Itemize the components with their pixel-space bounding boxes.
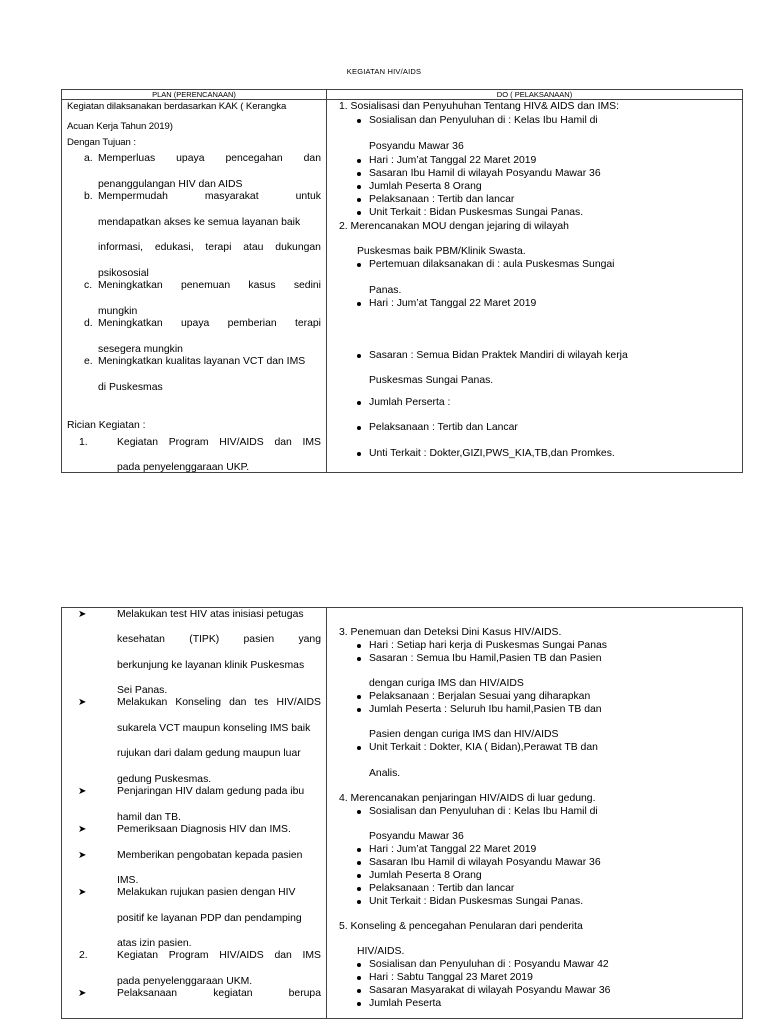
do-item: Jumlah Peserta : Seluruh Ibu hamil,Pasien TB dan [369, 704, 602, 715]
plan-do-table-1 [61, 89, 743, 473]
do-item: Sosialisan dan Penyuluhan di : Posyandu Mawar 42 [369, 959, 609, 970]
do-section-2-title: 2. Merencanakan MOU dengan jejaring di wilayah [339, 221, 569, 232]
bullet-icon [357, 302, 361, 306]
do-item: Pelaksanaan : Tertib dan lancar [369, 883, 515, 894]
bullet-icon [357, 401, 361, 405]
plan-intro-line-2: Acuan Kerja Tahun 2019) [67, 121, 173, 132]
header-plan: PLAN (PERENCANAAN) [62, 90, 327, 100]
do-item: Unti Terkait : Dokter,GIZI,PWS_KIA,TB,dan Promkes. [369, 448, 615, 459]
do-item: Sasaran Ibu Hamil di wilayah Posyandu Mawar 36 [369, 857, 601, 868]
do-item-continuation: Panas. [369, 285, 402, 296]
activity-line: gedung Puskesmas. [117, 774, 212, 785]
do-item: Pelaksanaan : Tertib dan Lancar [369, 422, 518, 433]
activity-line: Pemeriksaan Diagnosis HIV dan IMS. [117, 824, 291, 835]
activity-line: hamil dan TB. [117, 812, 181, 823]
arrowhead-bullet-icon: ➤ [78, 887, 87, 898]
goal-marker: c. [84, 280, 93, 291]
bullet-icon [357, 848, 361, 852]
do-item: Sosialisan dan Penyuluhan di : Kelas Ibu Hamil di [369, 115, 598, 126]
do-item: Hari : Jum’at Tanggal 22 Maret 2019 [369, 155, 537, 166]
goal-c-line-2: mungkin [98, 306, 138, 317]
arrowhead-bullet-icon: ➤ [78, 609, 87, 620]
do-item: Jumlah Peserta 8 Orang [369, 181, 482, 192]
activity-line: atas izin pasien. [117, 938, 192, 949]
plan-intro-line-1: Kegiatan dilaksanakan berdasarkan KAK ( Kerangka [67, 101, 287, 112]
do-item: Hari : Sabtu Tanggal 23 Maret 2019 [369, 972, 533, 983]
do-section-2-title-continuation: Puskesmas baik PBM/Klinik Swasta. [357, 246, 526, 257]
arrowhead-bullet-icon: ➤ [78, 988, 87, 999]
bullet-icon [357, 708, 361, 712]
arrowhead-bullet-icon: ➤ [78, 850, 87, 861]
do-item: Jumlah Perserta : [369, 397, 451, 408]
bullet-icon [357, 976, 361, 980]
do-item: Sasaran : Semua Bidan Praktek Mandiri di wilayah kerja [369, 350, 628, 361]
goal-b-line-4: psikososial [98, 268, 149, 279]
do-item: Sasaran : Semua Ibu Hamil,Pasien TB dan Pasien [369, 653, 602, 664]
goal-c-line-1: Meningkatkan penemuan kasus sedini [98, 280, 321, 291]
activity-line: IMS. [117, 875, 139, 886]
bullet-icon [357, 887, 361, 891]
rician-2-line-1: Kegiatan Program HIV/AIDS dan IMS [117, 950, 321, 961]
goal-b-line-2: mendapatkan akses ke semua layanan baik [98, 217, 301, 228]
rician-1-line-1: Kegiatan Program HIV/AIDS dan IMS [117, 437, 321, 448]
activity-line: Melakukan Konseling dan tes HIV/AIDS [117, 697, 321, 708]
goal-marker: a. [84, 153, 93, 164]
activity-line: Memberikan pengobatan kepada pasien [117, 850, 303, 861]
goal-e-line-2: di Puskesmas [98, 382, 163, 393]
arrowhead-bullet-icon: ➤ [78, 786, 87, 797]
do-section-5-title-continuation: HIV/AIDS. [357, 946, 405, 957]
do-item-continuation: Pasien dengan curiga IMS dan HIV/AIDS [369, 729, 559, 740]
activity-line: sukarela VCT maupun konseling IMS baik [117, 723, 311, 734]
do-item-continuation: Posyandu Mawar 36 [369, 831, 464, 842]
bullet-icon [357, 426, 361, 430]
goal-a-line-2: penanggulangan HIV dan AIDS [98, 179, 243, 190]
activity-line: rujukan dari dalam gedung maupun luar [117, 748, 301, 759]
do-item: Pelaksanaan : Tertib dan lancar [369, 194, 515, 205]
goal-a-line-1: Memperluas upaya pencegahan dan [98, 153, 321, 164]
do-item: Unit Terkait : Bidan Puskesmas Sungai Panas. [369, 896, 584, 907]
do-item: Sosialisan dan Penyuluhan di : Kelas Ibu Hamil di [369, 806, 598, 817]
activity-line: kesehatan (TIPK) pasien yang [117, 634, 321, 645]
bullet-icon [357, 861, 361, 865]
document-title: KEGIATAN HIV/AIDS [346, 67, 422, 76]
goal-marker: b. [84, 191, 93, 202]
do-item: Hari : Jum’at Tanggal 22 Maret 2019 [369, 844, 537, 855]
bullet-icon [357, 644, 361, 648]
activity-line: positif ke layanan PDP dan pendamping [117, 913, 302, 924]
activity-line: Melakukan test HIV atas inisiasi petugas [117, 609, 304, 620]
activity-line: Penjaringan HIV dalam gedung pada ibu [117, 786, 305, 797]
rician-2-line-2: pada penyelenggaraan UKM. [117, 976, 253, 987]
activity-line: berkunjung ke layanan klinik Puskesmas [117, 660, 305, 671]
do-item-continuation: Analis. [369, 768, 401, 779]
bullet-icon [357, 198, 361, 202]
bullet-icon [357, 452, 361, 456]
goal-marker: e. [84, 356, 93, 367]
header-do: DO ( PELAKSANAAN) [327, 90, 743, 100]
goal-b-line-1: Mempermudah masyarakat untuk [98, 191, 321, 202]
arrowhead-bullet-icon: ➤ [78, 824, 87, 835]
bullet-icon [357, 172, 361, 176]
goal-e-line-1: Meningkatkan kualitas layanan VCT dan IMS [98, 356, 306, 367]
do-item-continuation: dengan curiga IMS dan HIV/AIDS [369, 678, 524, 689]
bullet-icon [357, 263, 361, 267]
bullet-icon [357, 900, 361, 904]
goal-d-line-1: Meningkatkan upaya pemberian terapi [98, 318, 321, 329]
goal-heading: Dengan Tujuan : [67, 137, 136, 148]
do-section-3-title: 3. Penemuan dan Deteksi Dini Kasus HIV/AIDS. [339, 627, 562, 638]
do-item: Jumlah Peserta [369, 998, 442, 1009]
do-item: Unit Terkait : Bidan Puskesmas Sungai Panas. [369, 207, 584, 218]
goal-d-line-2: sesegera mungkin [98, 344, 183, 355]
goal-marker: d. [84, 318, 93, 329]
do-item: Sasaran Masyarakat di wilayah Posyandu Mawar 36 [369, 985, 611, 996]
do-item: Hari : Jum’at Tanggal 22 Maret 2019 [369, 298, 537, 309]
do-section-1-title: 1. Sosialisasi dan Penyuhuhan Tentang HIV& AIDS dan IMS: [339, 101, 619, 112]
do-item-continuation: Puskesmas Sungai Panas. [369, 375, 494, 386]
activity-line: Melakukan rujukan pasien dengan HIV [117, 887, 296, 898]
bullet-icon [357, 159, 361, 163]
activity-line: Pelaksanaan kegiatan berupa [117, 988, 321, 999]
do-item: Sasaran Ibu Hamil di wilayah Posyandu Mawar 36 [369, 168, 601, 179]
do-section-5-title: 5. Konseling & pencegahan Penularan dari penderita [339, 921, 583, 932]
do-item: Hari : Setiap hari kerja di Puskesmas Sungai Panas [369, 640, 607, 651]
do-item-continuation: Posyandu Mawar 36 [369, 141, 464, 152]
rician-heading: Rician Kegiatan : [67, 420, 146, 431]
bullet-icon [357, 211, 361, 215]
goal-b-line-3: informasi, edukasi, terapi atau dukungan [98, 242, 321, 253]
bullet-icon [357, 989, 361, 993]
bullet-icon [357, 1002, 361, 1006]
bullet-icon [357, 746, 361, 750]
bullet-icon [357, 354, 361, 358]
bullet-icon [357, 185, 361, 189]
rician-number: 2. [79, 950, 88, 961]
rician-1-line-2: pada penyelenggaraan UKP. [117, 462, 250, 473]
do-item: Pertemuan dilaksanakan di : aula Puskesmas Sungai [369, 259, 615, 270]
plan-do-table-2 [61, 607, 743, 1019]
activity-line: Sei Panas. [117, 685, 168, 696]
bullet-icon [357, 119, 361, 123]
do-item: Pelaksanaan : Berjalan Sesuai yang diharapkan [369, 691, 591, 702]
arrowhead-bullet-icon: ➤ [78, 697, 87, 708]
do-item: Unit Terkait : Dokter, KIA ( Bidan),Perawat TB dan [369, 742, 598, 753]
do-item: Jumlah Peserta 8 Orang [369, 870, 482, 881]
bullet-icon [357, 874, 361, 878]
bullet-icon [357, 963, 361, 967]
bullet-icon [357, 695, 361, 699]
bullet-icon [357, 657, 361, 661]
do-section-4-title: 4. Merencanakan penjaringan HIV/AIDS di luar gedung. [339, 793, 596, 804]
bullet-icon [357, 810, 361, 814]
rician-number: 1. [79, 437, 88, 448]
